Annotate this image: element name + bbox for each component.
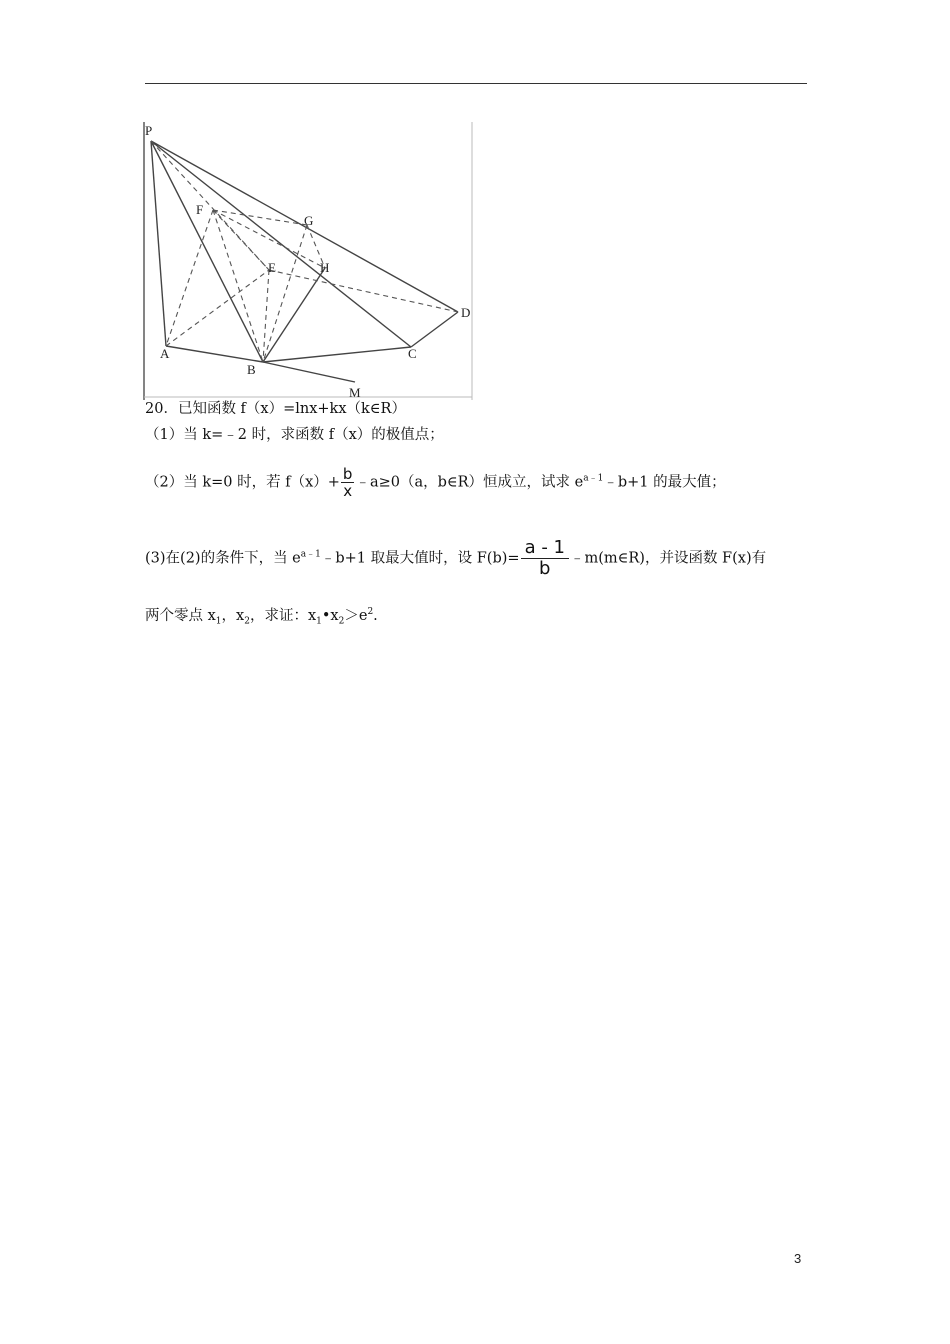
problem-part-1: （1）当 k=﹣2 时，求函数 f（x）的极值点； xyxy=(145,427,444,443)
subscript-3: 1 xyxy=(316,616,322,627)
part3-cont-text-e: ＞e xyxy=(344,607,368,624)
point-label-D: D xyxy=(461,305,471,320)
part3-exponent: a﹣1 xyxy=(300,549,321,560)
fraction-denominator: b xyxy=(521,558,569,579)
point-label-H: H xyxy=(320,260,330,275)
point-label-E: E xyxy=(268,260,276,275)
point-label-A: A xyxy=(160,346,170,361)
point-label-F: F xyxy=(196,202,204,217)
part2-exponent: a﹣1 xyxy=(583,473,604,484)
part3-cont-text-f: . xyxy=(373,607,378,624)
part2-text-c: ﹣b+1 的最大值； xyxy=(603,474,726,491)
part3-text-b: ﹣b+1 取最大值时，设 F(b)= xyxy=(320,550,520,567)
part3-text-a: (3)在(2)的条件下，当 e xyxy=(145,550,301,567)
part3-cont-text-c: ，求证：x xyxy=(249,607,317,624)
part3-cont-text-b: ，x xyxy=(221,607,245,624)
part3-cont-text-d: •x xyxy=(321,607,339,624)
problem-part-2 xyxy=(145,466,726,499)
point-label-C: C xyxy=(408,346,417,361)
geometry-figure xyxy=(143,122,473,400)
fraction-numerator: a - 1 xyxy=(524,537,565,558)
header-rule xyxy=(145,83,807,84)
part2-text-b: ﹣a≥0（a，b∈R）恒成立，试求 e xyxy=(355,474,584,491)
point-label-B: B xyxy=(247,362,256,377)
subscript-2: 2 xyxy=(244,616,250,627)
page-number: 3 xyxy=(794,1251,802,1266)
superscript-2: 2 xyxy=(367,607,374,617)
subscript-4: 2 xyxy=(338,616,345,627)
fraction-denominator: x xyxy=(341,482,355,499)
subscript-1: 1 xyxy=(215,616,222,627)
problem-part-3 xyxy=(145,538,766,579)
fraction-b-over-x xyxy=(341,466,355,499)
problem-title: 20．已知函数 f（x）=lnx+kx（k∈R） xyxy=(145,401,406,417)
point-label-M: M xyxy=(349,385,361,400)
fraction-numerator: b xyxy=(342,465,353,483)
point-label-G: G xyxy=(304,213,314,228)
dashed-edges xyxy=(151,141,458,362)
problem-part-3-cont xyxy=(145,602,378,632)
pyramid-diagram xyxy=(143,122,473,400)
fraction-a-minus-1-over-b xyxy=(521,538,569,579)
part2-text-a: （2）当 k=0 时，若 f（x）+ xyxy=(145,474,340,491)
part3-text-c: ﹣m(m∈R)，并设函数 F(x)有 xyxy=(569,550,767,567)
point-label-P: P xyxy=(145,123,153,138)
part3-cont-text-a: 两个零点 x xyxy=(145,607,216,624)
